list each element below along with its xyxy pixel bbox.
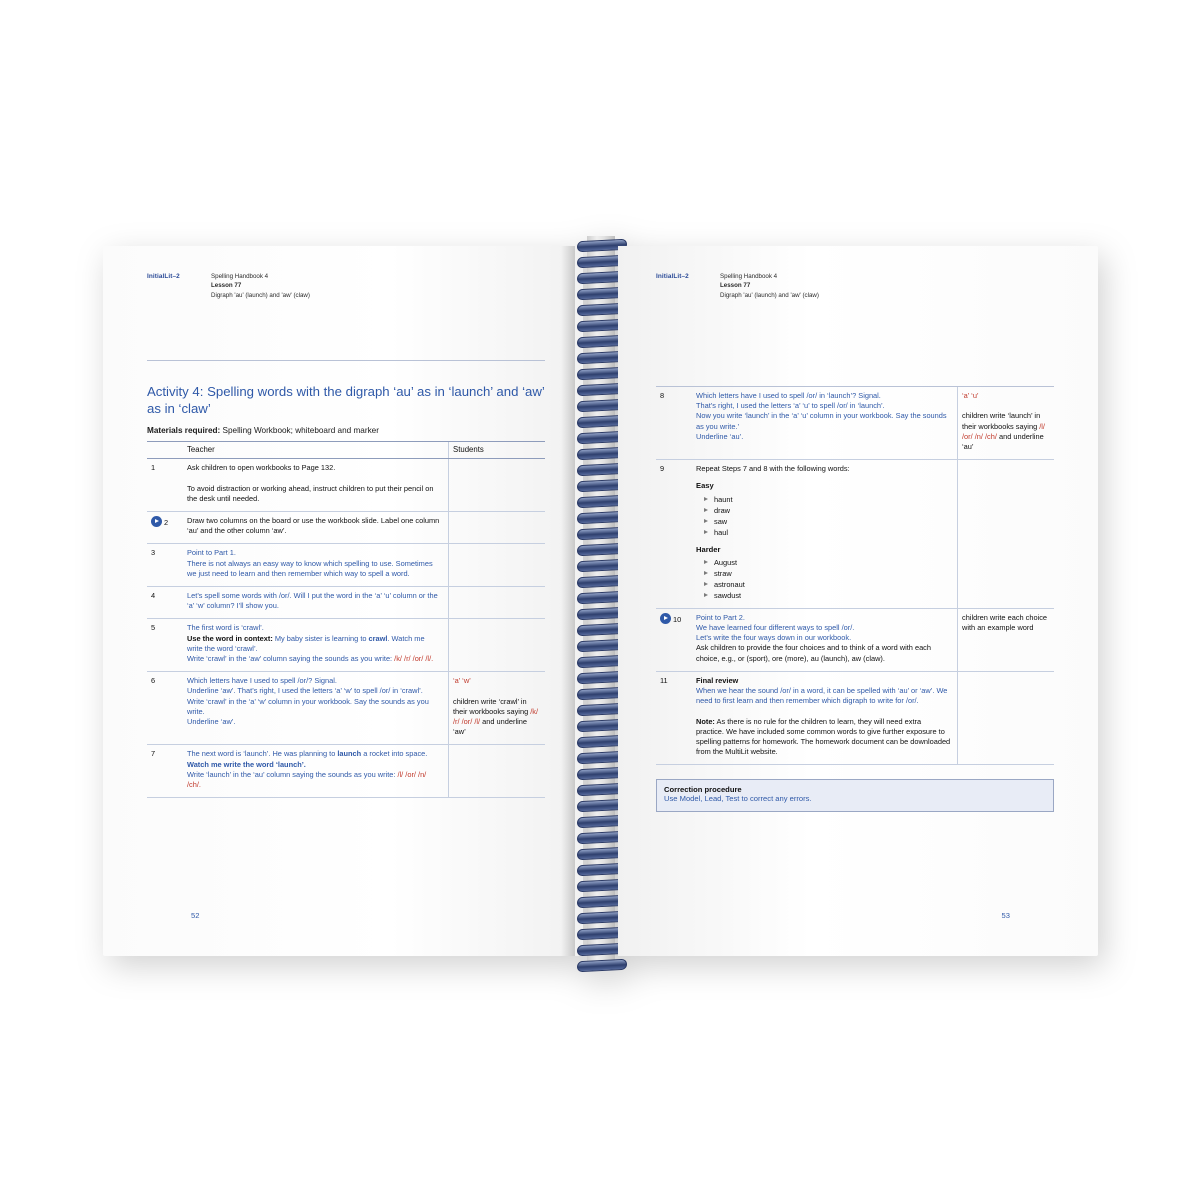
students-cell — [958, 460, 1055, 609]
table-row — [147, 619, 545, 672]
table-row — [147, 672, 545, 745]
step-number-cell: 2 — [147, 512, 183, 544]
table-row — [656, 608, 1054, 671]
correction-title: Correction procedure — [664, 785, 742, 795]
teacher-cell: Ask children to open workbooks to Page 132. To avoid distraction or working ahead, instruct children to put their pencil on the desk until needed. — [183, 459, 449, 512]
word-group-label: Easy — [696, 481, 714, 491]
lesson-topic: Digraph 'au' (launch) and 'aw' (claw) — [211, 291, 310, 299]
students-cell — [958, 671, 1055, 765]
list-item: haunt — [714, 494, 951, 505]
materials-line — [147, 426, 545, 435]
col-students: Students — [449, 442, 546, 459]
handbook-title: Spelling Handbook 4 — [211, 273, 269, 280]
list-item: haul — [714, 527, 951, 538]
word-list — [696, 557, 951, 601]
teacher-cell: Repeat Steps 7 and 8 with the following words: Easy haunt draw saw haul Harder August straw astronaut sawdust — [692, 460, 958, 609]
header-rule — [147, 360, 545, 361]
table-header-row — [147, 442, 545, 459]
students-cell — [449, 459, 546, 512]
table-row — [147, 459, 545, 512]
teacher-cell: The next word is ‘launch’. He was planning to launch a rocket into space. Watch me write the word ‘launch’. Write ‘launch’ in the ‘au’ column saying the sounds as you write: /l/ /or/ /n/ /ch/. — [183, 745, 449, 798]
left-page-content — [147, 272, 545, 934]
table-row — [147, 745, 545, 798]
teacher-cell: Draw two columns on the board or use the workbook slide. Label one column ‘au’ and the other column ‘aw’. — [183, 512, 449, 544]
right-page-number: 53 — [1001, 911, 1010, 920]
students-cell: ‘a’ ‘u’ children write ‘launch’ in their workbooks saying /l/ /or/ /n/ /ch/ and underline ‘au’ — [958, 387, 1055, 460]
step-number-cell: 9 — [656, 460, 692, 609]
table-row — [656, 671, 1054, 765]
step-number-cell: 11 — [656, 671, 692, 765]
right-activity-table — [656, 387, 1054, 765]
right-running-head — [656, 272, 1054, 306]
header-meta — [211, 272, 310, 300]
correction-body: Use Model, Lead, Test to correct any errors. — [664, 794, 812, 804]
right-page — [618, 246, 1098, 956]
step-number-cell: 1 — [147, 459, 183, 512]
spine-shadow-left — [561, 246, 575, 956]
list-item: draw — [714, 505, 951, 516]
brand-label: InitialLit–2 — [147, 273, 180, 280]
students-cell: ‘a’ ‘w’ children write ‘crawl’ in their workbooks saying /k/ /r/ /or/ /l/ and underline ‘aw’ — [449, 672, 546, 745]
right-page-content — [656, 272, 1054, 934]
handbook-title-right: Spelling Handbook 4 — [720, 273, 778, 280]
list-item: saw — [714, 516, 951, 527]
left-page — [103, 246, 583, 956]
list-item: August — [714, 557, 951, 568]
teacher-cell: The first word is ‘crawl’. Use the word in context: My baby sister is learning to crawl. Watch me write the word ‘crawl’. Write ‘crawl’ in the ‘aw’ column saying the sounds as you write: /k/ /r/ /or/ /l/. — [183, 619, 449, 672]
students-cell — [449, 544, 546, 587]
lesson-topic-right: Digraph 'au' (launch) and 'aw' (claw) — [720, 291, 819, 299]
left-page-number: 52 — [191, 911, 200, 920]
table-row — [147, 512, 545, 544]
table-row — [656, 460, 1054, 609]
step-number-cell: 8 — [656, 387, 692, 460]
table-row — [147, 544, 545, 587]
list-item: sawdust — [714, 590, 951, 601]
col-step — [147, 442, 183, 459]
teacher-cell: Which letters have I used to spell /or/? Signal. Underline ‘aw’. That’s right, I used the letters ‘a’ ‘w’ to spell /or/ in ‘crawl’. Write ‘crawl’ in the ‘a’ ‘w’ column in your workbook. Say the sounds as you write. Underline ‘aw’. — [183, 672, 449, 745]
students-cell: children write each choice with an example word — [958, 608, 1055, 671]
step-number-cell: 4 — [147, 587, 183, 619]
play-icon[interactable] — [151, 516, 162, 527]
students-cell — [449, 587, 546, 619]
teacher-cell: Point to Part 2. We have learned four different ways to spell /or/. Let’s write the four ways down in our workbook. Ask children to provide the four choices and to think of a word with each choice, e.g., or (sport), ore (more), au (launch), aw (claw). — [692, 608, 958, 671]
teacher-cell: Point to Part 1. There is not always an easy way to know which spelling to use. Sometimes we just need to learn and then remember which way to spell a word. — [183, 544, 449, 587]
activity-title: Activity 4: Spelling words with the digraph ‘au’ as in ‘launch’ and ‘aw’ as in ‘claw’ — [147, 384, 545, 416]
spiral-coil — [577, 960, 625, 969]
step-number-cell: 6 — [147, 672, 183, 745]
word-list — [696, 494, 951, 538]
list-item: straw — [714, 568, 951, 579]
table-row — [147, 587, 545, 619]
students-cell — [449, 745, 546, 798]
teacher-cell: Final review When we hear the sound /or/ in a word, it can be spelled with ‘au’ or ‘aw’. We need to first learn and then remember which digraph to write for /or/. Note: As there is no rule for the children to learn, they will need extra practice. We have included some common words to give further exposure to spelling patterns for homework. The homework document can be downloaded from the MultiLit website. — [692, 671, 958, 765]
left-running-head — [147, 272, 545, 306]
students-cell — [449, 619, 546, 672]
col-teacher: Teacher — [183, 442, 449, 459]
play-icon[interactable] — [660, 613, 671, 624]
lesson-number-right: Lesson 77 — [720, 282, 751, 290]
left-activity-table — [147, 441, 545, 798]
lesson-number: Lesson 77 — [211, 282, 242, 290]
open-book — [103, 246, 1098, 956]
step-number-cell: 3 — [147, 544, 183, 587]
step-number-cell: 7 — [147, 745, 183, 798]
teacher-cell: Let’s spell some words with /or/. Will I put the word in the ‘a’ ‘u’ column or the ‘a’ ‘w’ column? I’ll show you. — [183, 587, 449, 619]
word-group-label: Harder — [696, 544, 721, 554]
header-meta-right — [720, 272, 819, 300]
table-row — [656, 387, 1054, 460]
correction-procedure-box — [656, 779, 1054, 812]
materials-value: Spelling Workbook; whiteboard and marker — [220, 426, 379, 435]
students-cell — [449, 512, 546, 544]
materials-label: Materials required: — [147, 426, 221, 435]
list-item: astronaut — [714, 579, 951, 590]
step-number-cell: 5 — [147, 619, 183, 672]
step-number-cell: 10 — [656, 608, 692, 671]
brand-label-right: InitialLit–2 — [656, 273, 689, 280]
teacher-cell: Which letters have I used to spell /or/ in ‘launch’? Signal. That’s right, I used the letters ‘a’ ‘u’ to spell /or/ in ‘launch’. Now you write ‘launch’ in the ‘a’ ‘u’ column in your workbook. Say the sounds as you write.’ Underline ‘au’. — [692, 387, 958, 460]
